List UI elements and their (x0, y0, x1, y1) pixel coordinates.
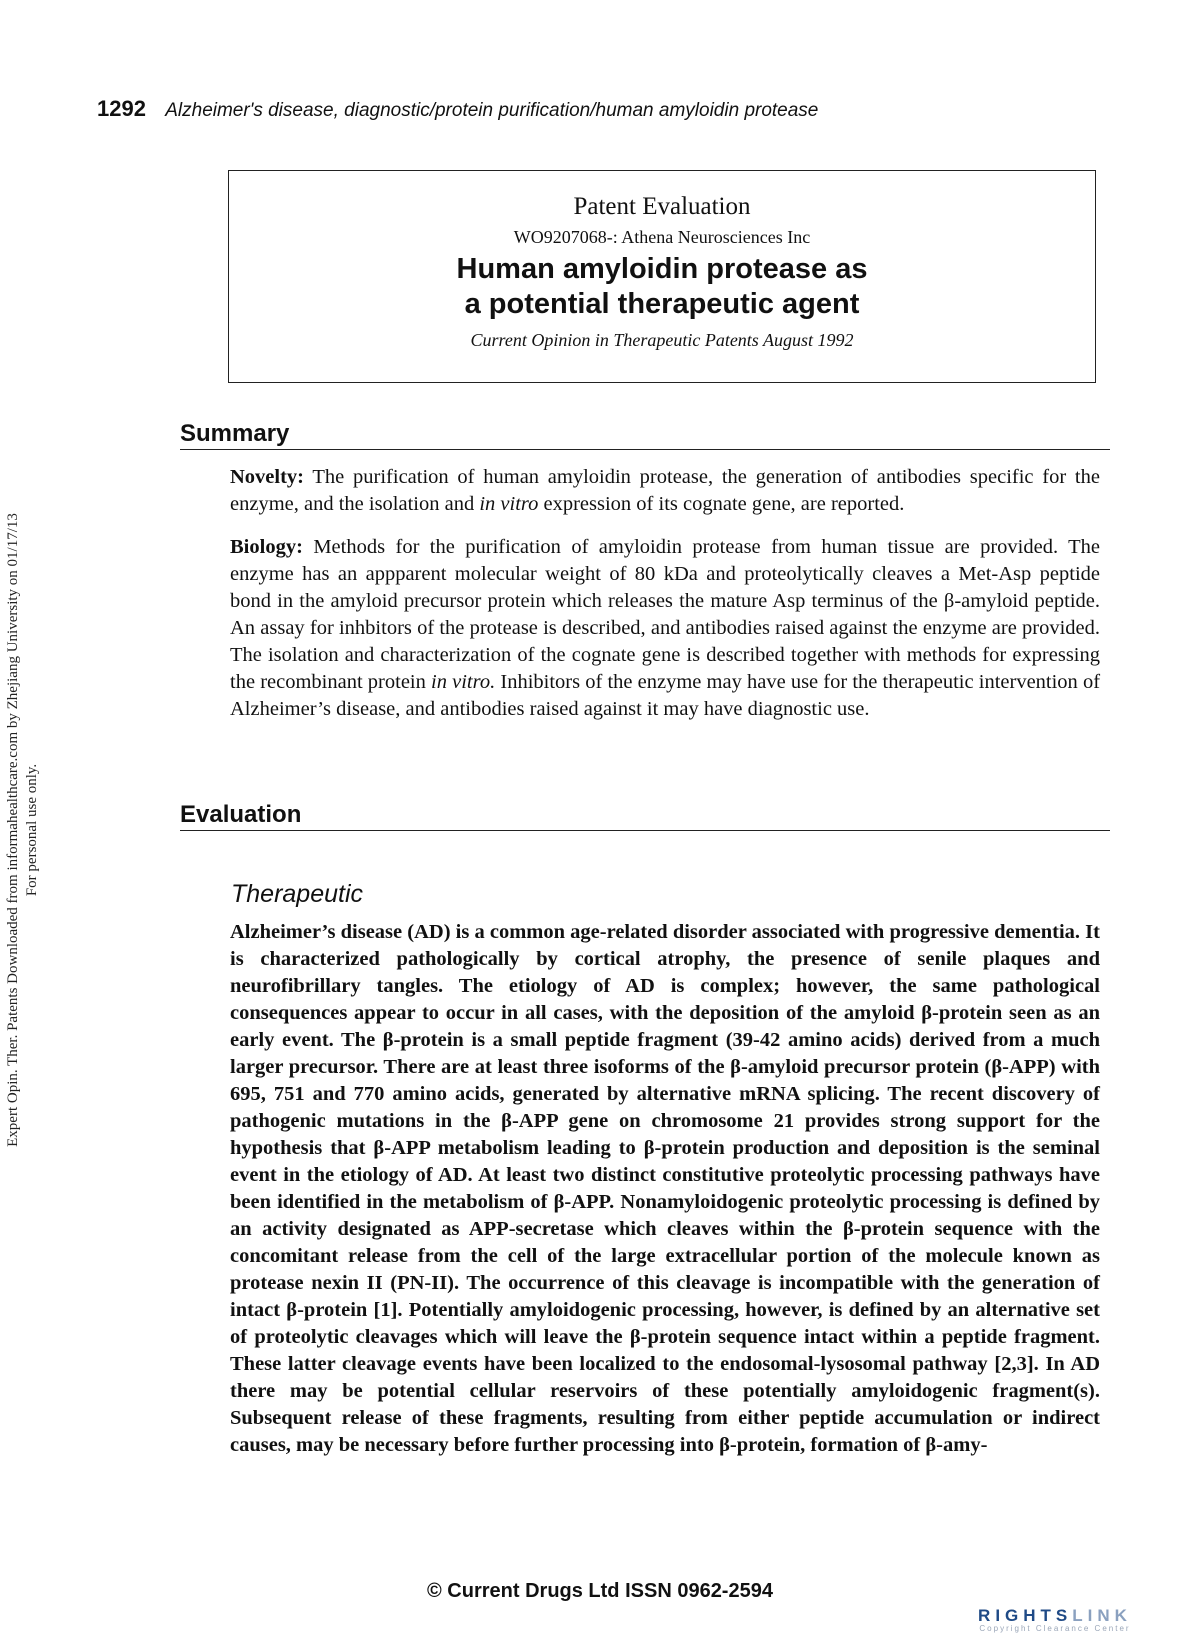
download-notice-line-1: Expert Opin. Ther. Patents Downloaded from informahealthcare.com by Zhejiang University on 01/17/13 (5, 513, 21, 1147)
biology-label: Biology: (230, 536, 303, 558)
evaluation-heading: Evaluation (180, 801, 1110, 831)
article-title-line-2: a potential therapeutic agent (464, 288, 860, 320)
rightslink-logo-light: LINK (1072, 1606, 1132, 1625)
running-header (97, 96, 818, 122)
biology-text-2: Inhibitors of the enzyme may have use for the therapeutic intervention of Alzheimer’s disease, and antibodies raised against it may have diagnostic use. (230, 671, 1101, 720)
biology-text-1: Methods for the purification of amyloidin protease from human tissue are provided. The enzyme has an appparent molecular weight of 80 kDa and proteolytically cleaves a Met-Asp peptide bond in the amyloid precursor protein which releases the mature Asp terminus of the β-amyloid peptide. An assay for inhbitors of the protease is described, and antibodies raised against the enzyme are provided. The isolation and characterization of the cognate gene is described together with methods for expressing the recombinant protein (230, 536, 1100, 693)
novelty-text-2: expression of its cognate gene, are reported. (543, 493, 905, 515)
summary-heading: Summary (180, 420, 1110, 450)
novelty-italic: in vitro (479, 493, 539, 515)
download-notice (4, 470, 42, 1190)
rightslink-logo-subtitle: Copyright Clearance Center (979, 1624, 1131, 1633)
copyright-footer: © Current Drugs Ltd ISSN 0962-2594 (427, 1580, 773, 1602)
rightslink-logo (955, 1606, 1155, 1633)
box-type-label: Patent Evaluation (573, 193, 751, 220)
rightslink-logo-dark: RIGHTS (978, 1606, 1073, 1625)
download-notice-line-2: For personal use only. (24, 763, 40, 897)
therapeutic-subheading: Therapeutic (231, 880, 364, 908)
novelty-paragraph (230, 464, 1100, 518)
article-title-line-1: Human amyloidin protease as (456, 253, 868, 285)
biology-italic: in vitro. (431, 671, 496, 693)
patent-number: WO9207068-: Athena Neurosciences Inc (513, 227, 811, 247)
patent-evaluation-box (228, 170, 1096, 383)
novelty-label: Novelty: (230, 466, 305, 488)
running-title: Alzheimer's disease, diagnostic/protein purification/human amyloidin protease (165, 100, 819, 121)
biology-paragraph (230, 534, 1100, 723)
article-title (229, 252, 1095, 322)
therapeutic-paragraph: Alzheimer’s disease (AD) is a common age-related disorder associated with progressive dementia. It is characterized pathologically by cortical atrophy, the presence of senile plaques and neurofibrillary tangles. The etiology of AD is complex; however, the same pathological consequences appear to occur in all cases, with the deposition of the amyloid β-protein seen as an early event. The β-protein is a small peptide fragment (39-42 amino acids) derived from a much larger precursor. There are at least three isoforms of the β-amyloid precursor protein (β-APP) with 695, 751 and 770 amino acids, generated by alternative mRNA splicing. The recent discovery of pathogenic mutations in the β-APP gene on chromosome 21 provides strong support for the hypothesis that β-APP metabolism leading to β-protein production and deposition is the seminal event in the etiology of AD. At least two distinct constitutive proteolytic processing pathways have been identified in the metabolism of β-APP. Nonamyloidogenic proteolytic processing is defined by an activity designated as APP-secretase which cleaves within the β-protein sequence with the concomitant release from the cell of the large extracellular portion of the molecule known as protease nexin II (PN-II). The occurrence of this cleavage is incompatible with the generation of intact β-protein [1]. Potentially amyloidogenic processing, however, is defined by an alternative set of proteolytic cleavages which will leave the β-protein sequence intact within a peptide fragment. These latter cleavage events have been localized to the endosomal-lysosomal pathway [2,3]. In AD there may be potential cellular reservoirs of these potentially amyloidogenic fragment(s). Subsequent release of these fragments, resulting from either peptide accumulation or indirect causes, may be necessary before further processing into β-protein, formation of β-amy- (230, 921, 1100, 1456)
novelty-text-1: The purification of human amyloidin protease, the generation of antibodies specific for the enzyme, and the isolation and (230, 466, 1100, 515)
page-number: 1292 (97, 96, 146, 121)
journal-citation: Current Opinion in Therapeutic Patents August 1992 (470, 330, 854, 350)
